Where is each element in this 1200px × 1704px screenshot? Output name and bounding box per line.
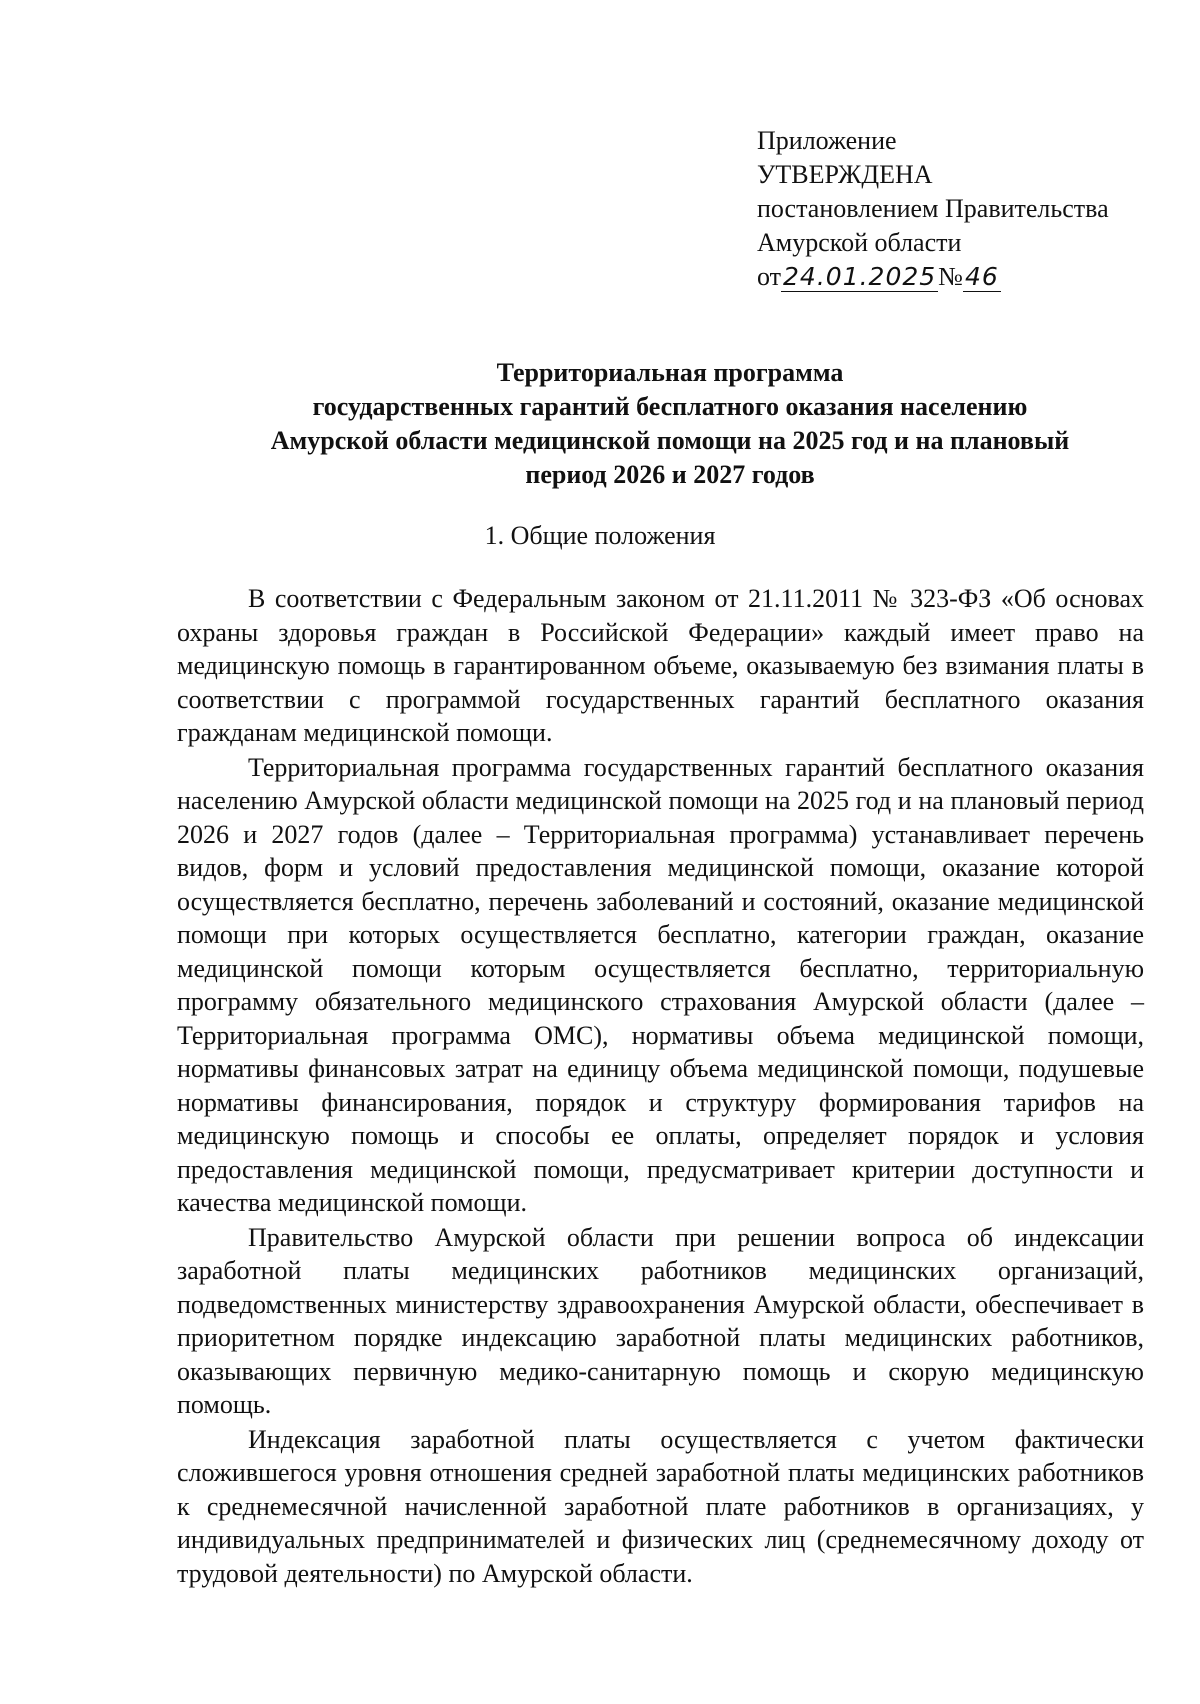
date-prefix: от — [757, 262, 782, 291]
approval-block — [757, 124, 1157, 294]
paragraph-4: Индексация заработной платы осуществляется с учетом фактически сложившегося уровня отношения средней заработной платы медицинских работников к среднемесячной начисленной заработной плате работников в организациях, у индивидуальных предпринимателей и физических лиц (среднемесячному доходу от трудовой деятельности) по Амурской области. — [177, 1424, 1144, 1588]
handwritten-number: 46 — [964, 262, 999, 291]
approval-decree-label: постановлением Правительства — [757, 194, 1109, 223]
title-line-3: Амурской области медицинской помощи на 2025 год и на плановый — [270, 426, 1070, 455]
approval-appendix-label: Приложение — [757, 126, 897, 155]
approval-approved-label: УТВЕРЖДЕНА — [757, 160, 933, 189]
title-line-1: Территориальная программа — [496, 358, 844, 387]
document-body — [177, 582, 1144, 1591]
paragraph-3: Правительство Амурской области при решении вопроса об индексации заработной платы медицинских работников медицинских организаций, подведомственных министерству здравоохранения Амурской области, обеспечивает в приоритетном порядке индексацию заработной платы медицинских работников, оказывающих первичную медико-санитарную помощь и скорую медицинскую помощь. — [177, 1222, 1144, 1419]
approval-date-line — [757, 260, 1157, 294]
document-title — [220, 356, 1120, 492]
paragraph-1: В соответствии с Федеральным законом от 21.11.2011 № 323-ФЗ «Об основах охраны здоровья граждан в Российской Федерации» каждый имеет право на медицинскую помощь в гарантированном объеме, оказываемую без взимания платы в соответствии с программой государственных гарантий бесплатного оказания гражданам медицинской помощи. — [177, 584, 1144, 747]
number-prefix: № — [938, 262, 963, 291]
handwritten-date: 24.01.2025 — [783, 262, 937, 291]
section-heading: 1. Общие положения — [484, 521, 716, 550]
title-line-2: государственных гарантий бесплатного оказания населению — [312, 392, 1028, 421]
title-line-4: период 2026 и 2027 годов — [525, 460, 815, 489]
paragraph-2: Территориальная программа государственных гарантий бесплатного оказания населению Амурской области медицинской помощи на 2025 год и на плановый период 2026 и 2027 годов (далее – Территориальная программа) устанавливает перечень видов, форм и условий предоставления медицинской помощи, оказание которой осуществляется бесплатно, перечень заболеваний и состояний, оказание медицинской помощи при которых осуществляется бесплатно, категории граждан, оказание медицинской помощи которым осуществляется бесплатно, территориальную программу обязательного медицинского страхования Амурской области (далее – Территориальная программа ОМС), нормативы объема медицинской помощи, нормативы финансовых затрат на единицу объема медицинской помощи, подушевые нормативы финансирования, порядок и структуру формирования тарифов на медицинскую помощь и способы ее оплаты, определяет порядок и условия предоставления медицинской помощи, предусматривает критерии доступности и качества медицинской помощи. — [177, 752, 1144, 1217]
approval-region-label: Амурской области — [757, 228, 962, 257]
